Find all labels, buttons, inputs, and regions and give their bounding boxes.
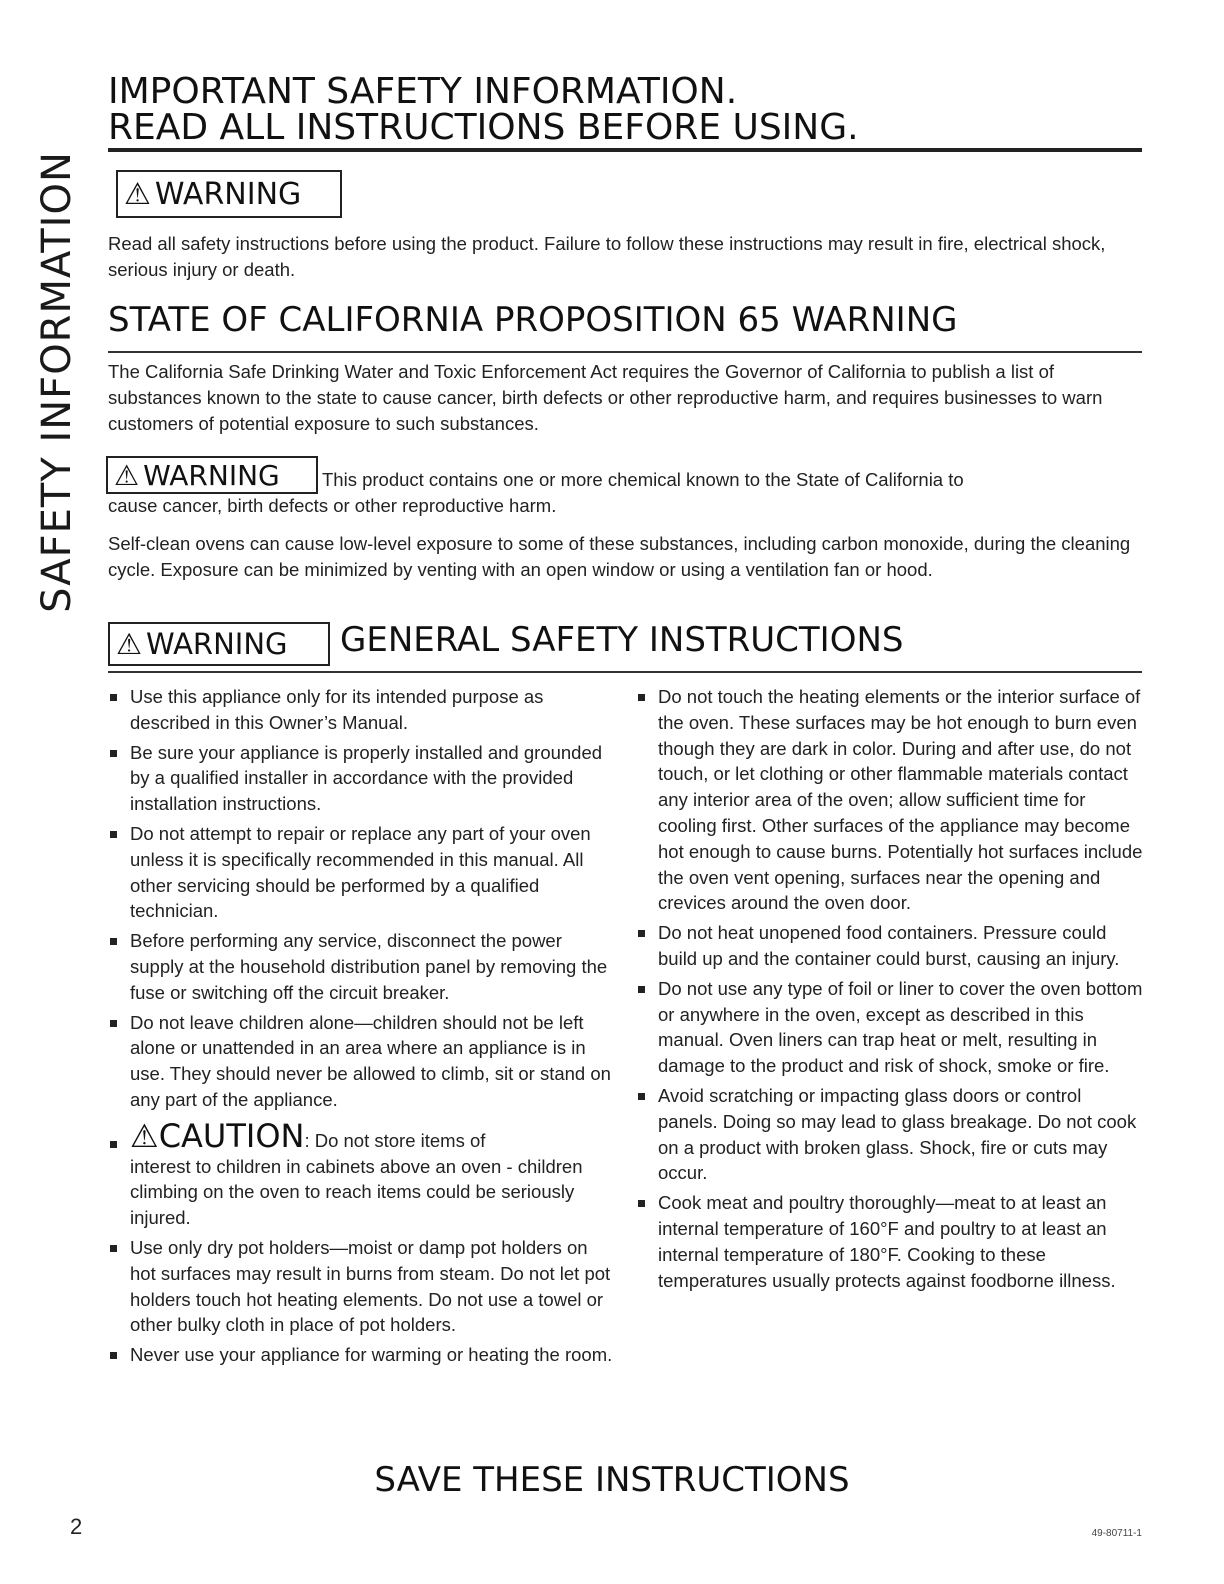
list-item: Do not heat unopened food containers. Pressure could build up and the container could burst, causing an injury. <box>636 920 1144 972</box>
general-warning-box <box>108 622 330 666</box>
bullet-icon <box>110 1352 117 1359</box>
prop65-warning-text-cont: cause cancer, birth defects or other reproductive harm. <box>108 495 557 516</box>
caution-item <box>108 1116 618 1231</box>
caution-triangle-icon: ⚠ <box>130 1116 159 1155</box>
bullet-icon <box>110 1020 117 1027</box>
side-tab-label: SAFETY INFORMATION <box>34 151 80 613</box>
warning-triangle-icon: ⚠ <box>124 176 151 212</box>
general-rule <box>108 671 1142 673</box>
list-item: Do not attempt to repair or replace any part of your oven unless it is specifically recommended in this manual. All other servicing should be performed by a qualified technician. <box>108 821 618 924</box>
prop65-warning-box <box>106 456 318 494</box>
bullet-icon <box>638 1093 645 1100</box>
bullet-icon <box>110 1141 117 1148</box>
warning-triangle-icon: ⚠ <box>116 627 142 661</box>
left-column <box>108 684 618 1372</box>
header-rule <box>108 148 1142 152</box>
caution-text: : Do not store items of <box>304 1129 486 1151</box>
list-item: Do not leave children alone—children should not be left alone or unattended in an area where an appliance is in use. They should never be allowed to climb, sit or stand on any part of the appliance. <box>108 1010 618 1113</box>
page-number: 2 <box>70 1514 83 1539</box>
list-item: Avoid scratching or impacting glass doors or control panels. Doing so may lead to glass breakage. Do not cook on a product with broken glass. Shock, fire or cuts may occur. <box>636 1083 1144 1186</box>
page-title-line-2: READ ALL INSTRUCTIONS BEFORE USING. <box>108 107 859 148</box>
intro-text: Read all safety instructions before using the product. Failure to follow these instructions may result in fire, electrical shock, serious injury or death. <box>108 233 1106 280</box>
selfclean-paragraph: Self-clean ovens can cause low-level exposure to some of these substances, including carbon monoxide, during the cleaning cycle. Exposure can be minimized by venting with an open window or using a ventilation fan or hood. <box>108 533 1131 580</box>
bullet-icon <box>638 1200 645 1207</box>
list-item: Do not use any type of foil or liner to cover the oven bottom or anywhere in the oven, except as described in this manual. Oven liners can trap heat or melt, resulting in damage to the product and risk of shock, smoke or fire. <box>636 976 1144 1079</box>
list-item: Use only dry pot holders—moist or damp pot holders on hot surfaces may result in burns from steam. Do not let pot holders touch hot heating elements. Do not use a towel or other bulky cloth in place of pot holders. <box>108 1235 618 1338</box>
bullet-icon <box>638 930 645 937</box>
prop65-heading: STATE OF CALIFORNIA PROPOSITION 65 WARNING <box>108 300 958 340</box>
list-item: Before performing any service, disconnect the power supply at the household distribution panel by removing the fuse or switching off the circuit breaker. <box>108 928 618 1005</box>
bullet-icon <box>638 986 645 993</box>
caution-text-cont: interest to children in cabinets above an oven - children climbing on the oven to reach items could be seriously injured. <box>130 1155 583 1229</box>
bullet-icon <box>110 694 117 701</box>
warning-label: WARNING <box>154 176 302 212</box>
list-item: Do not touch the heating elements or the interior surface of the oven. These surfaces may be hot enough to burn even though they are dark in color. During and after use, do not touch, or let clothing or other flammable materials contact any interior area of the oven; allow sufficient time for cooling first. Other surfaces of the appliance may become hot enough to cause burns. Potentially hot surfaces include the oven vent opening, surfaces near the opening and crevices around the oven door. <box>636 684 1144 916</box>
footer-title: SAVE THESE INSTRUCTIONS <box>374 1460 850 1500</box>
warning-triangle-icon: ⚠ <box>114 458 140 492</box>
general-heading: GENERAL SAFETY INSTRUCTIONS <box>340 620 904 660</box>
caution-label: CAUTION <box>158 1116 305 1155</box>
bullet-icon <box>110 938 117 945</box>
page-title-line-1: IMPORTANT SAFETY INFORMATION. <box>108 71 738 112</box>
bullet-icon <box>110 750 117 757</box>
warning-label: WARNING <box>143 458 280 492</box>
list-item: Be sure your appliance is properly installed and grounded by a qualified installer in accordance with the provided installation instructions. <box>108 740 618 817</box>
side-tab <box>32 70 82 695</box>
list-item: Never use your appliance for warming or heating the room. <box>108 1342 618 1368</box>
warning-label: WARNING <box>146 627 288 661</box>
warning-box <box>116 170 342 218</box>
bullet-icon <box>110 831 117 838</box>
list-item: Use this appliance only for its intended purpose as described in this Owner’s Manual. <box>108 684 618 736</box>
bullet-icon <box>110 1245 117 1252</box>
right-column <box>636 684 1144 1297</box>
list-item: Cook meat and poultry thoroughly—meat to at least an internal temperature of 160°F and poultry to at least an internal temperature of 180°F. Cooking to these temperatures usually protects against foodborne illness. <box>636 1190 1144 1293</box>
bullet-icon <box>638 694 645 701</box>
document-code: 49-80711-1 <box>1091 1528 1142 1539</box>
prop65-paragraph: The California Safe Drinking Water and Toxic Enforcement Act requires the Governor of California to publish a list of substances known to the state to cause cancer, birth defects or other reproductive harm, and requires businesses to warn customers of potential exposure to such substances. <box>108 361 1103 434</box>
prop65-warning-text: This product contains one or more chemical known to the State of California to <box>322 469 964 490</box>
prop65-rule <box>108 351 1142 353</box>
